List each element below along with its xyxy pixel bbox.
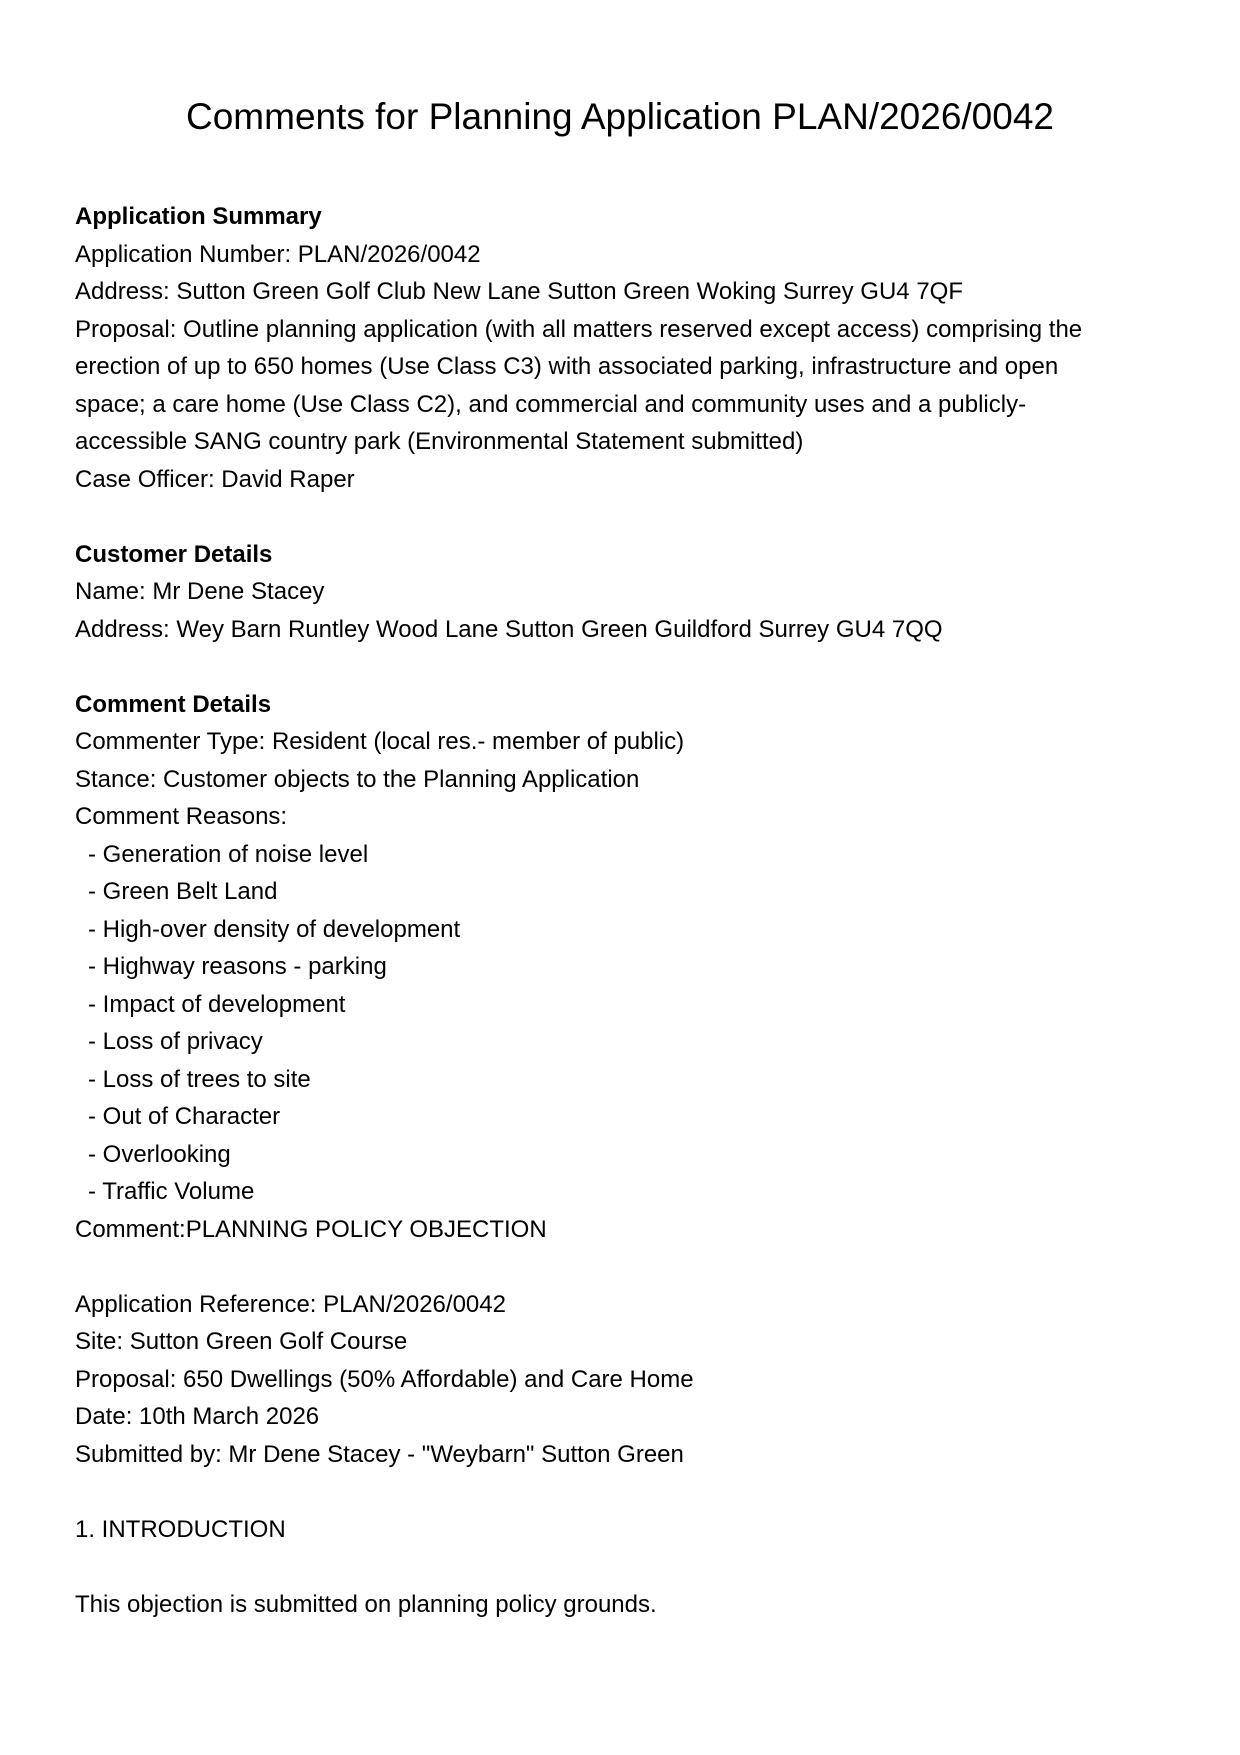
spacer	[75, 648, 1175, 686]
commenter-type: Commenter Type: Resident (local res.- member of public)	[75, 728, 685, 755]
comment-reasons-label: Comment Reasons:	[75, 803, 288, 830]
list-item: - Green Belt Land	[88, 878, 278, 905]
document-body	[75, 198, 1175, 1623]
objection-date: Date: 10th March 2026	[75, 1403, 320, 1430]
objection-site: Site: Sutton Green Golf Course	[75, 1328, 408, 1355]
case-officer: Case Officer: David Raper	[75, 465, 355, 493]
list-item: - Highway reasons - parking	[88, 953, 387, 980]
spacer	[75, 1548, 1175, 1586]
customer-details-heading: Customer Details	[75, 540, 273, 568]
stance: Stance: Customer objects to the Planning Application	[75, 765, 640, 793]
list-item: - Impact of development	[88, 990, 346, 1018]
application-summary-section	[75, 198, 1175, 498]
page-title: Comments for Planning Application PLAN/2026/0042	[186, 96, 1054, 137]
list-item: - Generation of noise level	[88, 840, 369, 868]
site-address: Address: Sutton Green Golf Club New Lane Sutton Green Woking Surrey GU4 7QF	[75, 278, 963, 305]
list-item: - Overlooking	[88, 1140, 231, 1168]
proposal-line: Proposal: Outline planning application (with all matters reserved except access) comprising the	[75, 315, 1083, 343]
submitted-by: Submitted by: Mr Dene Stacey - "Weybarn" Sutton Green	[75, 1440, 684, 1468]
comment-text: Comment:PLANNING POLICY OBJECTION	[75, 1215, 547, 1243]
spacer	[75, 1473, 1175, 1511]
list-item: - High-over density of development	[88, 915, 461, 943]
proposal-line: space; a care home (Use Class C2), and commercial and community uses and a publicly-	[75, 390, 1027, 418]
proposal-line: erection of up to 650 homes (Use Class C3) with associated parking, infrastructure and open	[75, 353, 1059, 380]
list-item: - Traffic Volume	[88, 1178, 255, 1205]
list-item: - Out of Character	[88, 1103, 281, 1130]
spacer	[75, 1248, 1175, 1286]
application-number: Application Number: PLAN/2026/0042	[75, 240, 481, 268]
customer-name: Name: Mr Dene Stacey	[75, 578, 325, 605]
section-heading-introduction: 1. INTRODUCTION	[75, 1515, 286, 1543]
comment-details-heading: Comment Details	[75, 690, 272, 718]
comment-reasons-list	[75, 836, 1175, 1211]
customer-details-section	[75, 536, 1175, 649]
objection-section	[75, 1286, 1175, 1624]
proposal-line: accessible SANG country park (Environmental Statement submitted)	[75, 428, 804, 455]
customer-address: Address: Wey Barn Runtley Wood Lane Sutton Green Guildford Surrey GU4 7QQ	[75, 615, 943, 643]
list-item: - Loss of privacy	[88, 1028, 263, 1055]
application-reference: Application Reference: PLAN/2026/0042	[75, 1290, 506, 1318]
spacer	[75, 498, 1175, 536]
list-item: - Loss of trees to site	[88, 1065, 311, 1093]
introduction-paragraph: This objection is submitted on planning policy grounds.	[75, 1590, 657, 1618]
application-summary-heading: Application Summary	[75, 203, 322, 230]
objection-proposal: Proposal: 650 Dwellings (50% Affordable) and Care Home	[75, 1365, 694, 1393]
comment-details-section	[75, 686, 1175, 1249]
